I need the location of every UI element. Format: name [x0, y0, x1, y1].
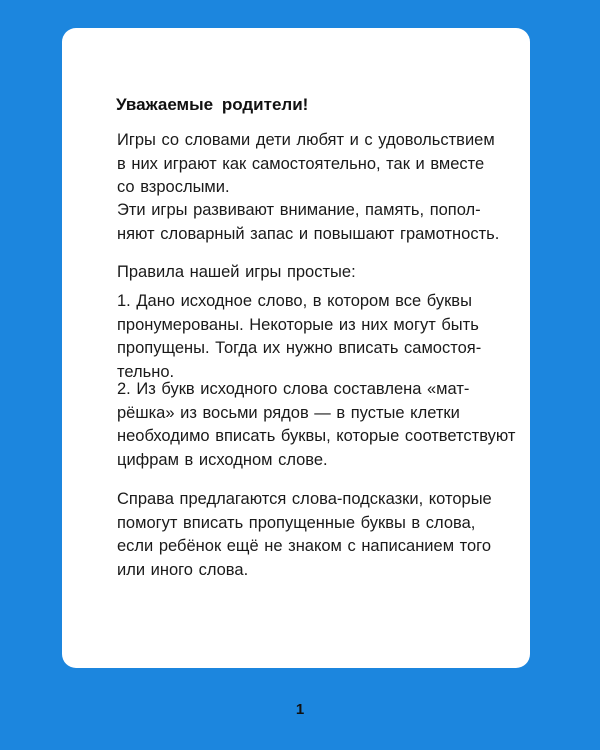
text-line: рёшка» из восьми рядов — в пустые клетки — [117, 403, 460, 422]
benefits-paragraph — [117, 199, 500, 246]
text-line: Игры со словами дети любят и с удовольствием — [117, 131, 495, 149]
text-line: помогут вписать пропущенные буквы в слова, — [117, 513, 476, 532]
rule-1 — [117, 290, 497, 384]
rule-2 — [117, 378, 516, 472]
text-line: или иного слова. — [117, 560, 249, 579]
page-number: 1 — [295, 701, 305, 718]
text-line: Справа предлагаются слова-подсказки, которые — [117, 490, 492, 508]
text-line: со взрослыми. — [117, 178, 230, 196]
intro-paragraph — [117, 129, 497, 200]
hint-paragraph — [117, 488, 497, 582]
text-line: няют словарный запас и повышают грамотность. — [117, 224, 500, 243]
rules-intro: Правила нашей игры простые: — [117, 263, 356, 281]
text-line: в них играют как самостоятельно, так и вместе — [117, 154, 485, 173]
text-line: 2. Из букв исходного слова составлена «мат- — [117, 380, 470, 398]
text-line: пропущены. Тогда их нужно вписать самостоя- — [117, 339, 482, 357]
page-heading: Уважаемые родители! — [116, 95, 309, 114]
text-line: необходимо вписать буквы, которые соответствуют — [117, 427, 516, 445]
text-line: 1. Дано исходное слово, в котором все буквы — [117, 292, 472, 310]
text-line: Эти игры развивают внимание, память, попол- — [117, 201, 481, 219]
text-line: цифрам в исходном слове. — [117, 450, 328, 469]
text-line: если ребёнок ещё не знаком с написанием того — [117, 537, 492, 555]
text-line: пронумерованы. Некоторые из них могут быть — [117, 315, 479, 334]
text-line: тельно. — [117, 362, 175, 381]
